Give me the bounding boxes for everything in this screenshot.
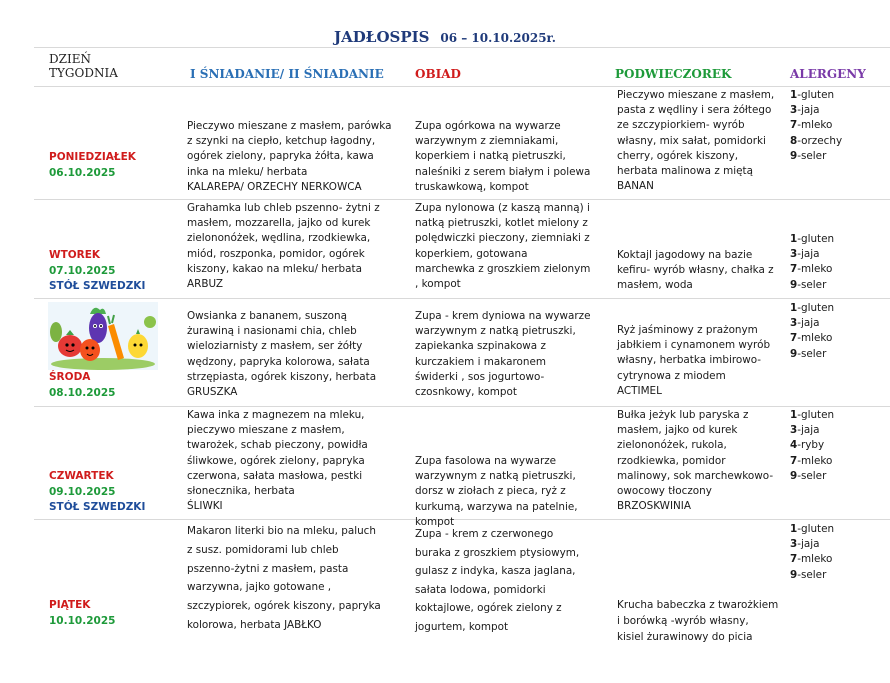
text-line: ŚLIWKI <box>187 500 223 513</box>
allergen-item: 4-ryby <box>790 439 825 452</box>
text-line: świderki , sos jogurtowo- <box>415 370 545 383</box>
row-divider <box>34 199 890 200</box>
text-line: i borówką -wyrób własny, <box>617 614 749 627</box>
text-line: kurczakiem i makaronem <box>415 355 546 368</box>
day-date: 06.10.2025 <box>49 166 116 179</box>
text-line: czosnkowy, kompot <box>415 386 517 399</box>
column-header-snack: PODWIECZOREK <box>615 67 732 81</box>
text-line: Zupa - krem dyniowa na wywarze <box>415 310 591 322</box>
text-line: BANAN <box>617 180 654 193</box>
text-line: dorsz w ziołach z pieca, ryż z <box>415 485 566 498</box>
allergen-item: 9-seler <box>790 469 827 482</box>
snack-cell-thursday <box>617 408 773 514</box>
day-note: STÓŁ SZWEDZKI <box>49 280 146 292</box>
day-date: 07.10.2025 <box>49 264 116 277</box>
column-header-breakfast: I ŚNIADANIE/ II ŚNIADANIE <box>190 67 384 81</box>
header-bottom-rule <box>34 86 890 87</box>
breakfast-cell-monday <box>187 119 392 195</box>
vegetables-illustration <box>48 302 158 370</box>
lunch-cell-thursday <box>415 454 578 530</box>
text-line: BRZOSKWINIA <box>617 500 691 513</box>
text-line: własny, mix sałat, pomidorki <box>617 134 766 147</box>
text-line: Koktajl jagodowy na bazie <box>617 249 753 261</box>
text-line: malinowy, sok marchewkowo- <box>617 469 774 482</box>
text-line: własny, herbatka imbirowo- <box>617 354 762 367</box>
column-header-day-line2: TYGODNIA <box>49 66 118 80</box>
text-line: Krucha babeczka z twarożkiem <box>617 599 779 611</box>
snack-cell-monday <box>617 88 774 194</box>
day-cell-monday <box>49 150 136 181</box>
text-line: Pieczywo mieszane z masłem, parówka <box>187 120 392 132</box>
snack-cell-wednesday <box>617 323 770 399</box>
text-line: Zupa nylonowa (z kaszą manną) i <box>415 202 590 214</box>
allergens-cell-friday <box>790 522 834 583</box>
text-line: koktajlowe, ogórek zielony z <box>415 602 562 614</box>
text-line: ze szczypiorkiem- wyrób <box>617 119 745 132</box>
day-name: PONIEDZIAŁEK <box>49 151 136 163</box>
text-line: jabłkiem i cynamonem wyrób <box>617 339 771 352</box>
text-line: miód, roszponka, pomidor, ogórek <box>187 247 365 260</box>
text-line: KALAREPA/ ORZECHY NERKOWCA <box>187 180 362 193</box>
lunch-cell-monday <box>415 119 590 195</box>
text-line: ARBUZ <box>187 278 223 291</box>
allergen-item: 7-mleko <box>790 119 833 132</box>
text-line: Ryż jaśminowy z prażonym <box>617 324 758 336</box>
text-line: masłem, woda <box>617 279 693 292</box>
allergens-cell-monday <box>790 88 842 164</box>
text-line: kurkumą, warzywa na patelnie, <box>415 500 578 513</box>
allergen-item: 8-orzechy <box>790 134 843 147</box>
text-line: wędzony, papryka kolorowa, sałata <box>187 355 370 368</box>
day-date: 10.10.2025 <box>49 614 116 627</box>
day-cell-friday <box>49 598 115 629</box>
text-line: Kawa inka z magnezem na mleku, <box>187 409 365 421</box>
text-line: gulasz z indyka, kasza jaglana, <box>415 565 576 577</box>
lunch-cell-wednesday <box>415 309 591 400</box>
allergen-item: 3-jaja <box>790 248 820 261</box>
snack-cell-friday <box>617 598 778 645</box>
text-line: warzywnym z natką pietruszki, <box>415 470 576 483</box>
text-line: warzywnym z natką pietruszki, <box>415 325 576 338</box>
allergen-item: 3-jaja <box>790 104 820 117</box>
text-line: masłem, mozzarella, jajko od kurek <box>187 217 371 230</box>
text-line: owocowy tłoczony <box>617 485 712 498</box>
allergen-item: 3-jaja <box>790 424 820 437</box>
allergen-item: 9-seler <box>790 149 827 162</box>
text-line: zapiekanka szpinakowa z <box>415 340 546 353</box>
breakfast-cell-tuesday <box>187 201 380 292</box>
text-line: buraka z groszkiem ptysiowym, <box>415 546 580 559</box>
text-line: twarożek, schab pieczony, powidła <box>187 439 368 452</box>
text-line: warzywna, jajko gotowane , <box>187 581 332 594</box>
allergen-item: 1-gluten <box>790 89 835 101</box>
row-divider <box>34 298 890 299</box>
text-line: cytrynowa z miodem <box>617 369 726 382</box>
text-line: żurawiną i nasionami chia, chleb <box>187 325 357 338</box>
allergen-item: 9-seler <box>790 347 827 360</box>
text-line: zielononóżek, wędlina, rzodkiewka, <box>187 232 371 245</box>
day-cell-wednesday <box>49 370 115 401</box>
day-cell-thursday <box>49 469 145 516</box>
allergens-cell-tuesday <box>790 232 834 293</box>
lunch-cell-tuesday <box>415 201 590 292</box>
text-line: Owsianka z bananem, suszoną <box>187 310 347 322</box>
text-line: ACTIMEL <box>617 384 662 397</box>
text-line: szczypiorek, ogórek kiszony, papryka <box>187 600 381 613</box>
snack-cell-tuesday <box>617 248 774 294</box>
allergen-item: 7-mleko <box>790 263 833 276</box>
breakfast-cell-thursday <box>187 408 368 514</box>
text-line: , kompot <box>415 278 461 291</box>
text-line: naleśniki z serem białym i polewa <box>415 165 591 178</box>
text-line: pasta z wędliny i sera żółtego <box>617 104 772 117</box>
text-line: warzywnym z ziemniakami, <box>415 135 559 148</box>
text-line: pieczywo mieszane z masłem, <box>187 424 345 437</box>
day-name: WTOREK <box>49 249 101 261</box>
text-line: inka na mleku/ herbata <box>187 165 308 178</box>
text-line: sałata lodowa, pomidorki <box>415 583 546 596</box>
column-header-day-line1: DZIEŃ <box>49 52 91 66</box>
text-line: marchewka z groszkiem zielonym <box>415 262 591 275</box>
text-line: ogórek zielony, papryka żółta, kawa <box>187 150 374 163</box>
allergen-item: 1-gluten <box>790 302 835 314</box>
allergens-cell-thursday <box>790 408 834 484</box>
text-line: koperkiem, gotowana <box>415 247 528 260</box>
text-line: kolorowa, herbata JABŁKO <box>187 618 322 631</box>
text-line: czerwona, sałata masłowa, pestki <box>187 469 363 482</box>
day-note: STÓŁ SZWEDZKI <box>49 501 146 513</box>
text-line: Zupa fasolowa na wywarze <box>415 455 557 467</box>
allergen-item: 7-mleko <box>790 553 833 566</box>
title-dates: 06 – 10.10.2025r. <box>440 31 556 45</box>
text-line: kiszony, kakao na mleku/ herbata <box>187 262 362 275</box>
column-header-day <box>49 52 118 80</box>
allergen-item: 1-gluten <box>790 409 835 421</box>
allergen-item: 9-seler <box>790 568 827 581</box>
text-line: Zupa - krem z czerwonego <box>415 528 554 540</box>
text-line: strzępiasta, ogórek kiszony, herbata <box>187 370 377 383</box>
header-top-rule <box>34 47 890 48</box>
text-line: z szynki na ciepło, ketchup łagodny, <box>187 135 376 148</box>
title-text: JADŁOSPIS <box>334 28 430 46</box>
allergen-item: 1-gluten <box>790 523 835 535</box>
text-line: truskawkową, kompot <box>415 180 529 193</box>
text-line: wieloziarnisty z masłem, ser żółty <box>187 340 363 353</box>
allergens-cell-wednesday <box>790 301 834 362</box>
text-line: polędwiczki pieczony, ziemniaki z <box>415 232 590 245</box>
text-line: kompot <box>415 515 455 528</box>
allergen-item: 3-jaja <box>790 538 820 551</box>
text-line: herbata malinowa z miętą <box>617 165 753 178</box>
menu-title <box>0 28 890 46</box>
text-line: śliwkowe, ogórek zielony, papryka <box>187 454 365 467</box>
text-line: jogurtem, kompot <box>415 620 509 633</box>
text-line: natką pietruszki, kotlet mielony z <box>415 217 588 230</box>
day-cell-tuesday <box>49 248 145 295</box>
breakfast-cell-wednesday <box>187 309 376 400</box>
text-line: cherry, ogórek kiszony, <box>617 149 739 162</box>
day-name: ŚRODA <box>49 371 91 383</box>
allergen-item: 3-jaja <box>790 317 820 330</box>
row-divider <box>34 406 890 407</box>
text-line: zielononóżek, rukola, <box>617 439 727 452</box>
text-line: GRUSZKA <box>187 386 238 399</box>
text-line: rzodkiewka, pomidor <box>617 454 726 467</box>
text-line: Bułka jeżyk lub paryska z <box>617 409 749 421</box>
day-date: 08.10.2025 <box>49 386 116 399</box>
column-header-lunch: OBIAD <box>415 67 461 81</box>
day-name: PIĄTEK <box>49 599 91 611</box>
allergen-item: 9-seler <box>790 278 827 291</box>
text-line: kefiru- wyrób własny, chałka z <box>617 264 774 277</box>
text-line: z susz. pomidorami lub chleb <box>187 543 339 556</box>
allergen-item: 7-mleko <box>790 332 833 345</box>
text-line: Zupa ogórkowa na wywarze <box>415 120 561 132</box>
text-line: słonecznika, herbata <box>187 485 295 498</box>
text-line: Grahamka lub chleb pszenno- żytni z <box>187 202 380 214</box>
day-name: CZWARTEK <box>49 470 114 482</box>
text-line: Makaron literki bio na mleku, paluch <box>187 525 376 537</box>
breakfast-cell-friday <box>187 522 381 635</box>
text-line: pszenno-żytni z masłem, pasta <box>187 562 349 575</box>
column-header-allergens: ALERGENY <box>790 67 866 81</box>
allergen-item: 1-gluten <box>790 233 835 245</box>
text-line: masłem, jajko od kurek <box>617 424 738 437</box>
text-line: koperkiem i natką pietruszki, <box>415 150 566 163</box>
lunch-cell-friday <box>415 525 579 636</box>
text-line: Pieczywo mieszane z masłem, <box>617 89 775 101</box>
text-line: kisiel żurawinowy do picia <box>617 630 753 643</box>
allergen-item: 7-mleko <box>790 454 833 467</box>
day-date: 09.10.2025 <box>49 485 116 498</box>
